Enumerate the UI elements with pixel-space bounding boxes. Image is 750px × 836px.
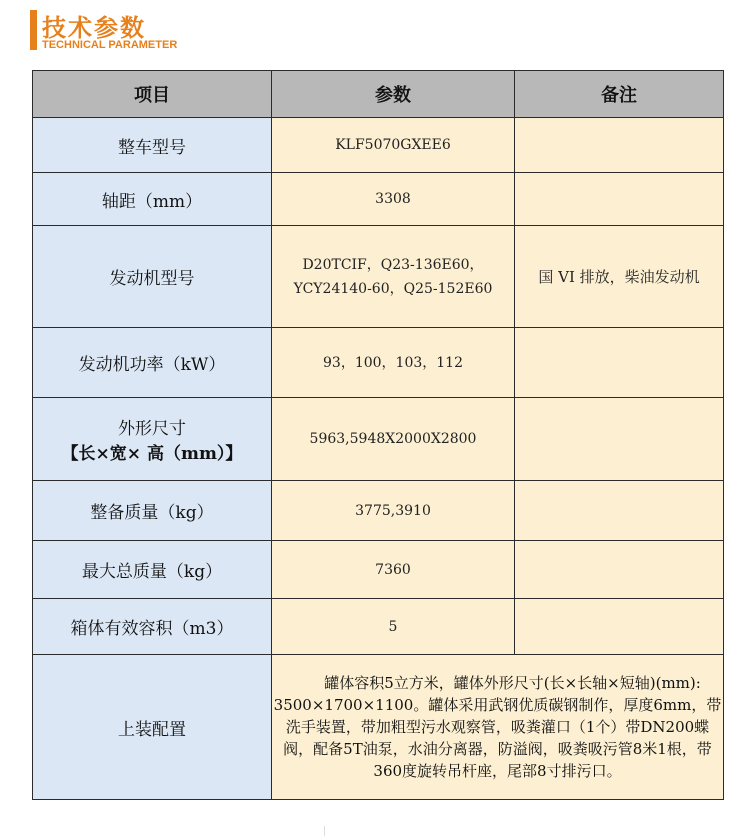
table-row xyxy=(33,655,724,800)
row-value: 7360 xyxy=(272,541,515,599)
row-value: 3775,3910 xyxy=(272,481,515,541)
row-note xyxy=(515,398,724,481)
table-row xyxy=(33,173,724,226)
row-value: 5 xyxy=(272,599,515,655)
table-row xyxy=(33,599,724,655)
table-row xyxy=(33,481,724,541)
row-label: 整备质量（kg） xyxy=(33,481,272,541)
spec-table xyxy=(32,70,724,800)
upper-config-indent xyxy=(294,674,324,692)
table-row xyxy=(33,398,724,481)
row-note xyxy=(515,118,724,173)
row-label xyxy=(33,398,272,481)
row-label: 发动机型号 xyxy=(33,226,272,328)
table-row xyxy=(33,118,724,173)
row-note xyxy=(515,173,724,226)
column-header-note: 备注 xyxy=(515,71,724,118)
row-value xyxy=(272,226,515,328)
decorative-tick xyxy=(324,826,325,836)
table-row xyxy=(33,328,724,398)
column-header-param: 参数 xyxy=(272,71,515,118)
table-row xyxy=(33,226,724,328)
row-label-line: 【长×宽× 高（mm）】 xyxy=(61,444,243,464)
row-note xyxy=(515,599,724,655)
upper-config-text xyxy=(272,655,724,800)
row-label: 整车型号 xyxy=(33,118,272,173)
row-note xyxy=(515,481,724,541)
table-header-row xyxy=(33,71,724,118)
row-label: 轴距（mm） xyxy=(33,173,272,226)
section-title: 技术参数 xyxy=(42,14,146,42)
row-value: KLF5070GXEE6 xyxy=(272,118,515,173)
row-value: 93，100，103，112 xyxy=(272,328,515,398)
column-header-item: 项目 xyxy=(33,71,272,118)
row-note xyxy=(515,541,724,599)
upper-config-body: 罐体容积5立方米，罐体外形尺寸(长×长轴×短轴)(mm): 3500×1700×1100。罐体采用武钢优质碳钢制作，厚度6mm，带洗手装置，带加粗型污水观察管，吸粪灌口（1个）带DN200蝶阀，配备5T油泵，水油分离器，防溢阀，吸粪吸污管8米1根，带360度旋转吊杆座，尾部8寸排污口。 xyxy=(273,674,722,780)
row-value: 3308 xyxy=(272,173,515,226)
table-row xyxy=(33,541,724,599)
row-label: 发动机功率（kW） xyxy=(33,328,272,398)
section-header xyxy=(30,8,330,58)
row-label-line: 外形尺寸 xyxy=(118,419,186,439)
accent-bar xyxy=(30,10,37,50)
row-label: 上装配置 xyxy=(33,655,272,800)
row-value: 5963,5948X2000X2800 xyxy=(272,398,515,481)
row-label: 最大总质量（kg） xyxy=(33,541,272,599)
row-value-line: YCY24140-60，Q25-152E60 xyxy=(293,280,493,297)
row-label: 箱体有效容积（m3） xyxy=(33,599,272,655)
row-note: 国 VI 排放，柴油发动机 xyxy=(515,226,724,328)
section-subtitle: TECHNICAL PARAMETER xyxy=(42,39,178,51)
row-value-line: D20TCIF，Q23-136E60， xyxy=(302,256,484,273)
row-note xyxy=(515,328,724,398)
